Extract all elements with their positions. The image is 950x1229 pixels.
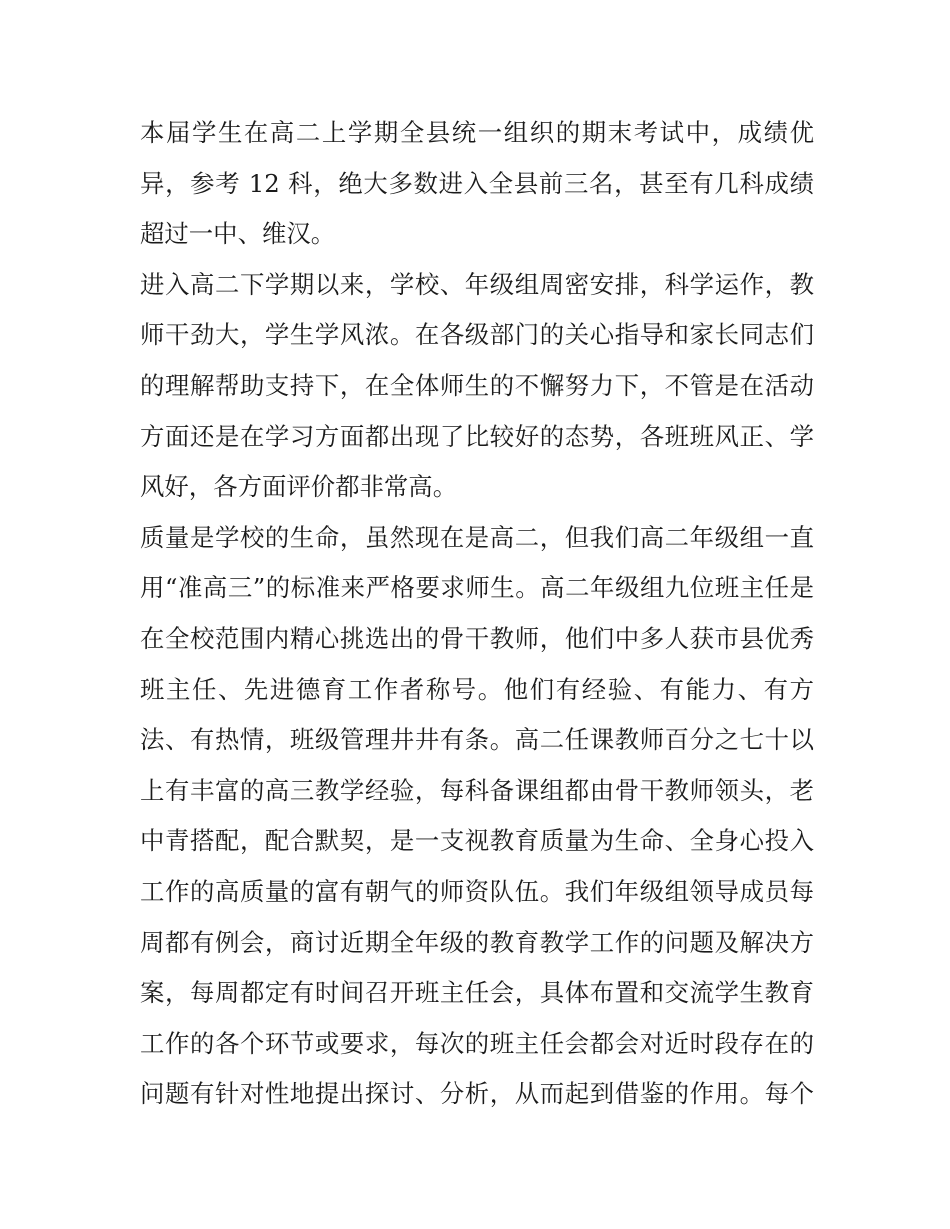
text-line: 风好，各方面评价都非常高。 [140,472,458,502]
text-line: 工作的各个环节或要求，每次的班主任会都会对近时段存在的 [140,1028,814,1058]
text-line: 案，每周都定有时间召开班主任会，具体布置和交流学生教育 [140,978,814,1008]
text-line: 周都有例会，商讨近期全年级的教育教学工作的问题及解决方 [140,927,814,957]
text-line: 法、有热情，班级管理井井有条。高二任课教师百分之七十以 [140,725,814,755]
text-line: 进入高二下学期以来，学校、年级组周密安排，科学运作，教 [140,269,814,299]
text-line: 问题有针对性地提出探讨、分析，从而起到借鉴的作用。每个 [140,1079,814,1109]
text-line: 中青搭配，配合默契，是一支视教育质量为生命、全身心投入 [140,826,814,856]
text-line: 在全校范围内精心挑选出的骨干教师，他们中多人获市县优秀 [140,623,814,653]
text-line: 质量是学校的生命，虽然现在是高二，但我们高二年级组一直 [140,522,814,552]
text-line: 班主任、先进德育工作者称号。他们有经验、有能力、有方 [140,674,814,704]
document-body [140,108,814,1120]
text-line: 的理解帮助支持下，在全体师生的不懈努力下，不管是在活动 [140,370,814,400]
text-line: 师干劲大，学生学风浓。在各级部门的关心指导和家长同志们 [140,320,814,350]
text-line: 上有丰富的高三教学经验，每科备课组都由骨干教师领头，老 [140,775,814,805]
text-line: 本届学生在高二上学期全县统一组织的期末考试中，成绩优 [140,118,814,147]
text-line: 异，参考 12 科，绝大多数进入全县前三名，甚至有几科成绩 [140,168,814,198]
paragraph-1 [140,108,814,260]
paragraph-3 [140,513,814,1120]
text-line: 用“准高三”的标准来严格要求师生。高二年级组九位班主任是 [140,573,814,603]
text-line: 超过一中、维汉。 [140,219,336,249]
paragraph-2 [140,260,814,513]
text-line: 工作的高质量的富有朝气的师资队伍。我们年级组领导成员每 [140,876,814,906]
text-line: 方面还是在学习方面都出现了比较好的态势，各班班风正、学 [140,421,814,451]
